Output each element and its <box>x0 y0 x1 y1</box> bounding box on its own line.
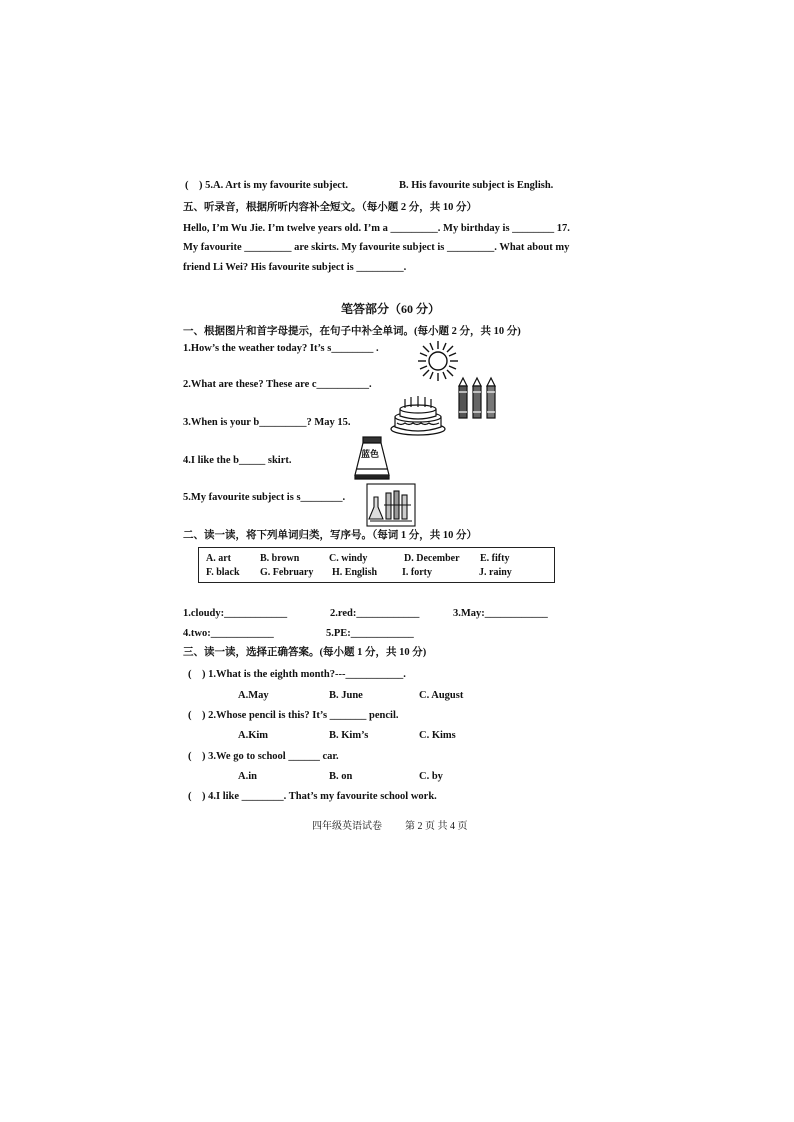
science-lab-icon <box>366 483 416 527</box>
category-may: 3.May:____________ <box>453 608 548 619</box>
word-bank-box <box>198 547 555 583</box>
footer-page-number: 第 2 页 共 4 页 <box>405 821 468 832</box>
word-item: G. February <box>260 567 314 578</box>
skirt-color-label: 蓝色 <box>361 449 380 459</box>
word-item: I. forty <box>402 567 432 578</box>
mc-q2-option: B. Kim’s <box>329 730 369 741</box>
fill-q4: 4.I like the b_____ skirt. <box>183 455 292 466</box>
word-item: B. brown <box>260 553 300 564</box>
mc-q2-option: A.Kim <box>238 730 269 741</box>
section-five-title: 五、听录音，根据所听内容补全短文。（每小题 2 分，共 10 分） <box>183 202 477 213</box>
category-pe: 5.PE:____________ <box>326 628 414 639</box>
word-item: H. English <box>332 567 378 578</box>
mc-q4: ( ) 4.I like ________. That’s my favourite school work. <box>188 791 437 802</box>
mc-q1-option: A.May <box>238 690 269 701</box>
mc-q3-option: A.in <box>238 771 257 782</box>
birthday-cake-icon <box>389 395 447 437</box>
mc-q2: ( ) 2.Whose pencil is this? It’s _______ pencil. <box>188 710 399 721</box>
sun-icon <box>417 340 459 382</box>
passage-line-2: My favourite _________ are skirts. My favourite subject is _________. What about my <box>183 242 570 253</box>
category-two: 4.two:____________ <box>183 628 274 639</box>
fill-q1: 1.How’s the weather today? It’s s________ . <box>183 343 379 354</box>
mc-q3-option: C. by <box>419 771 443 782</box>
section-two-title: 二、读一读，将下列单词归类，写序号。（每词 1 分，共 10 分） <box>183 530 477 541</box>
section-one-title: 一、根据图片和首字母提示，在句子中补全单词。(每小题 2 分，共 10 分) <box>183 326 521 337</box>
category-red: 2.red:____________ <box>330 608 420 619</box>
word-item: D. December <box>404 553 460 564</box>
mc-q2-option: C. Kims <box>419 730 456 741</box>
word-item: E. fifty <box>480 553 510 564</box>
passage-line-1: Hello, I’m Wu Jie. I’m twelve years old. I’m a _________. My birthday is ________ 17. <box>183 223 570 234</box>
word-item: F. black <box>206 567 240 578</box>
mc-q3-option: B. on <box>329 771 353 782</box>
word-item: A. art <box>206 553 231 564</box>
word-item: J. rainy <box>479 567 512 578</box>
fill-q3: 3.When is your b_________? May 15. <box>183 417 351 428</box>
passage-line-3: friend Li Wei? His favourite subject is _________. <box>183 262 407 273</box>
written-part-title: 笔答部分（60 分） <box>341 302 441 316</box>
footer-exam-name: 四年级英语试卷 <box>312 821 382 832</box>
category-cloudy: 1.cloudy:____________ <box>183 608 288 619</box>
crayons-icon <box>455 376 501 420</box>
mc-q1-option: C. August <box>419 690 464 701</box>
listening-q5-option-b: B. His favourite subject is English. <box>399 180 554 191</box>
mc-q1: ( ) 1.What is the eighth month?---___________. <box>188 669 406 680</box>
section-three-title: 三、读一读，选择正确答案。(每小题 1 分，共 10 分) <box>183 647 427 658</box>
fill-q5: 5.My favourite subject is s________. <box>183 492 346 503</box>
listening-q5-option-a: ( ) 5.A. Art is my favourite subject. <box>185 180 349 191</box>
mc-q1-option: B. June <box>329 690 363 701</box>
word-item: C. windy <box>329 553 368 564</box>
fill-q2: 2.What are these? These are c__________. <box>183 379 372 390</box>
mc-q3: ( ) 3.We go to school ______ car. <box>188 751 339 762</box>
